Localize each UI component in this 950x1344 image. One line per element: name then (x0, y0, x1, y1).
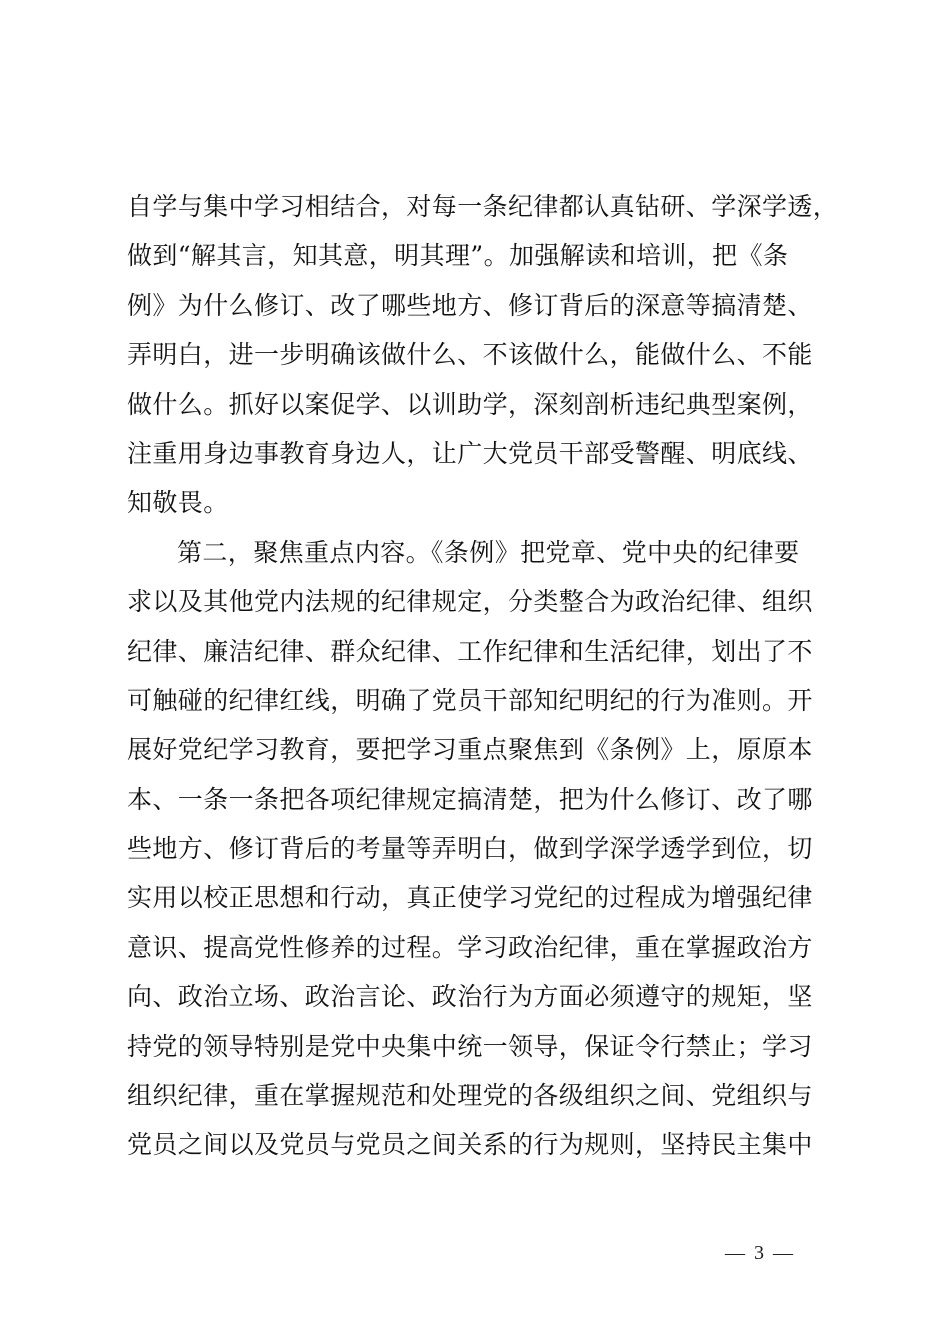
text-line: 例》为什么修订、改了哪些地方、修订背后的深意等搞清楚、 (127, 290, 813, 320)
text-line: 党员之间以及党员与党员之间关系的行为规则，坚持民主集中 (127, 1130, 813, 1160)
text-line: 弄明白，进一步明确该做什么、不该做什么，能做什么、不能 (127, 340, 813, 370)
text-line: 纪律、廉洁纪律、群众纪律、工作纪律和生活纪律，划出了不 (127, 636, 813, 666)
text-line: 注重用身边事教育身边人，让广大党员干部受警醒、明底线、 (127, 438, 813, 468)
text-line: 实用以校正思想和行动，真正使学习党纪的过程成为增强纪律 (127, 883, 813, 913)
text-line: 做什么。抓好以案促学、以训助学，深刻剖析违纪典型案例， (127, 389, 813, 419)
text-line: 持党的领导特别是党中央集中统一领导，保证令行禁止；学习 (127, 1031, 813, 1061)
page-number: — 3 — (725, 1242, 795, 1264)
text-line: 求以及其他党内法规的纪律规定，分类整合为政治纪律、组织 (127, 587, 813, 617)
text-line: 向、政治立场、政治言论、政治行为方面必须遵守的规矩，坚 (127, 982, 813, 1012)
text-line: 意识、提高党性修养的过程。学习政治纪律，重在掌握政治方 (127, 932, 813, 962)
text-line: 本、一条一条把各项纪律规定搞清楚，把为什么修订、改了哪 (127, 784, 813, 814)
paragraph-start-line: 第二，聚焦重点内容。《条例》把党章、党中央的纪律要 (177, 537, 800, 567)
text-line: 展好党纪学习教育，要把学习重点聚焦到《条例》上，原原本 (127, 735, 813, 765)
text-line: 些地方、修订背后的考量等弄明白，做到学深学透学到位，切 (127, 834, 813, 864)
body-text (127, 182, 847, 1170)
text-line: 可触碰的纪律红线，明确了党员干部知纪明纪的行为准则。开 (127, 685, 813, 715)
text-line: 自学与集中学习相结合，对每一条纪律都认真钻研、学深学透， (127, 192, 839, 221)
text-line: 知敬畏。 (127, 488, 229, 518)
text-line: 做到“解其言，知其意，明其理”。加强解读和培训，把《条 (127, 241, 789, 271)
text-line: 组织纪律，重在掌握规范和处理党的各级组织之间、党组织与 (127, 1081, 813, 1111)
